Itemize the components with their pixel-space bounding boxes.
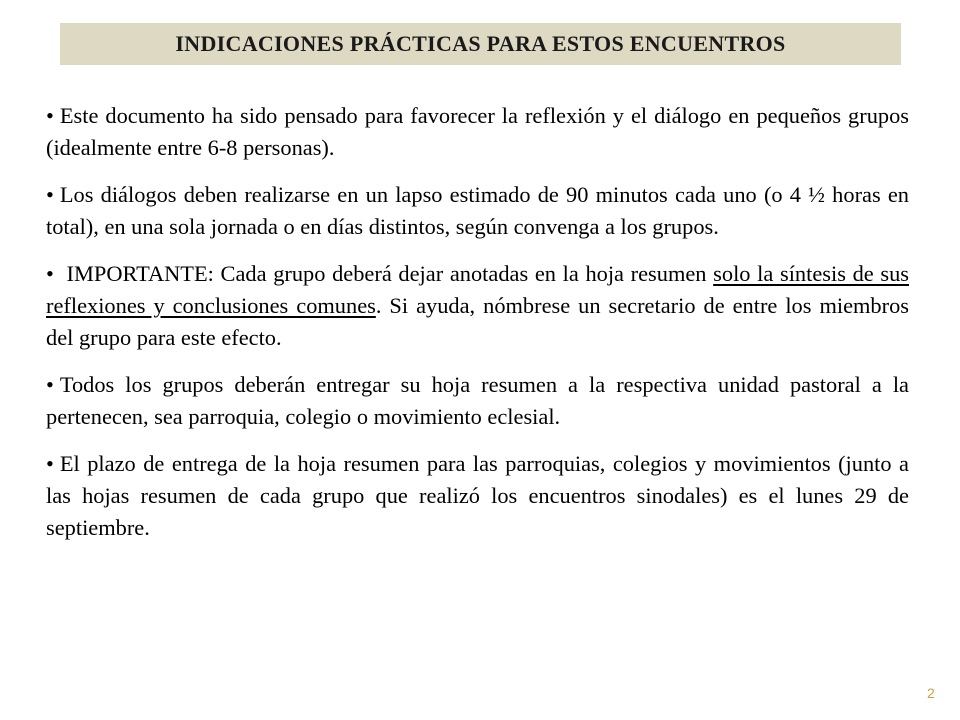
instruction-text-1: Este documento ha sido pensado para favorecer la reflexión y el diálogo en pequeños grupos (idealmente entre 6-8 personas). <box>46 103 909 160</box>
instruction-item-2 <box>46 179 909 242</box>
instruction-text-5: El plazo de entrega de la hoja resumen para las parroquias, colegios y movimientos (junto a las hojas resumen de cada grupo que realizó los encuentros sinodales) es el lunes 29 de septiembre. <box>46 451 909 540</box>
instruction-item-5 <box>46 448 909 543</box>
instruction-item-1 <box>46 100 909 163</box>
instruction-text-2: Los diálogos deben realizarse en un lapso estimado de 90 minutos cada uno (o 4 ½ horas en total), en una sola jornada o en días distintos, según convenga a los grupos. <box>46 182 909 239</box>
instruction-text-3-before: IMPORTANTE: Cada grupo deberá dejar anotadas en la hoja resumen <box>59 261 714 287</box>
instructions-list <box>46 100 909 559</box>
instruction-text-3-underlined: solo la síntesis de sus reflexiones y conclusiones comunes <box>46 261 909 318</box>
page-number: 2 <box>927 685 935 701</box>
instruction-text-4: Todos los grupos deberán entregar su hoja resumen a la respectiva unidad pastoral a la pertenecen, sea parroquia, colegio o movimiento eclesial. <box>46 372 909 429</box>
instruction-text-3-after: . Si ayuda, nómbrese un secretario de entre los miembros del grupo para este efecto. <box>46 292 909 350</box>
bullet-icon: • <box>46 182 54 208</box>
instruction-item-3 <box>46 258 909 353</box>
page-title: INDICACIONES PRÁCTICAS PARA ESTOS ENCUENTROS <box>175 31 786 56</box>
bullet-icon: • <box>46 103 54 128</box>
bullet-icon: • <box>46 372 54 398</box>
title-banner <box>60 23 901 65</box>
instruction-item-4 <box>46 369 909 432</box>
bullet-icon: • <box>46 451 54 477</box>
bullet-icon: • <box>46 261 54 287</box>
